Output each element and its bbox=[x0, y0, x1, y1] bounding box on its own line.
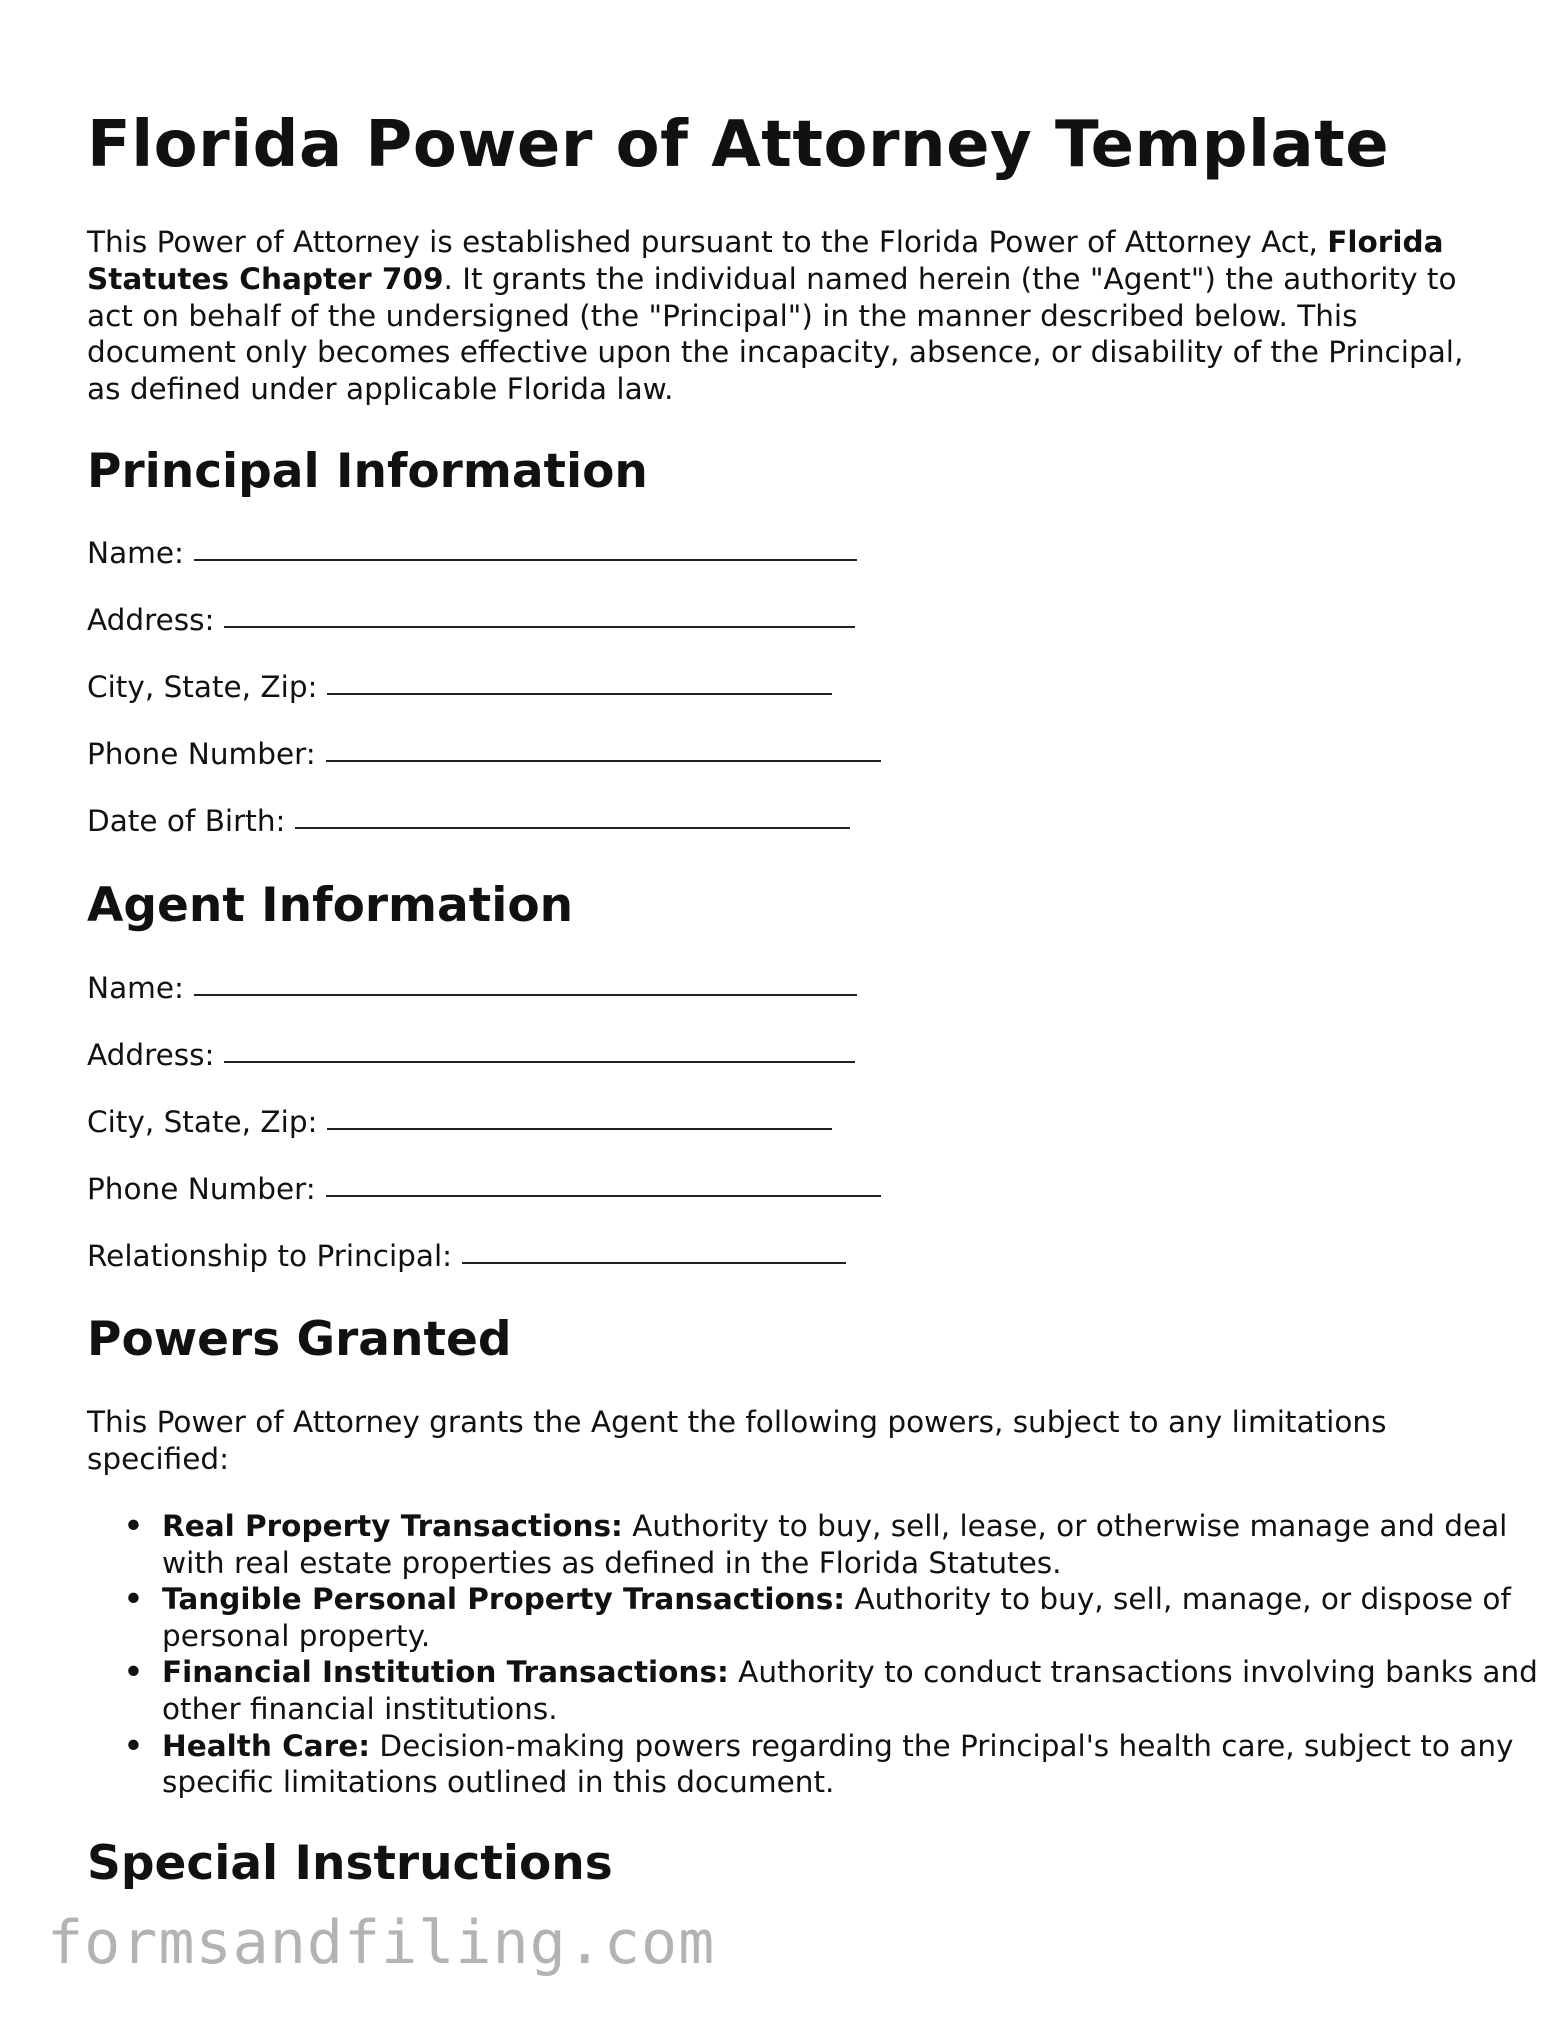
field-label: Address: bbox=[87, 1038, 215, 1072]
bullet-icon: • bbox=[124, 1582, 143, 1617]
power-text: Authority to conduct transactions involving banks and other financial institutions. bbox=[162, 1655, 1538, 1726]
agent-relationship-blank[interactable] bbox=[462, 1261, 846, 1264]
power-text: Decision-making powers regarding the Principal's health care, subject to any specific limitations outlined in this document. bbox=[162, 1728, 1514, 1800]
principal-phone-field bbox=[87, 737, 881, 771]
principal-dob-field bbox=[87, 804, 850, 838]
watermark: formsandfiling.com bbox=[47, 1908, 716, 1978]
agent-city-state-zip-blank[interactable] bbox=[327, 1127, 832, 1130]
principal-name-blank[interactable] bbox=[194, 558, 857, 561]
powers-list bbox=[87, 1508, 1562, 1801]
list-item bbox=[124, 1728, 1562, 1801]
agent-phone-field bbox=[87, 1172, 881, 1206]
principal-name-field bbox=[87, 536, 857, 570]
agent-address-field bbox=[87, 1038, 855, 1072]
principal-address-field bbox=[87, 603, 855, 637]
agent-address-blank[interactable] bbox=[224, 1060, 855, 1063]
power-title: Financial Institution Transactions: bbox=[162, 1655, 729, 1690]
power-title: Tangible Personal Property Transactions: bbox=[162, 1582, 846, 1617]
power-title: Health Care: bbox=[162, 1728, 370, 1763]
principal-address-blank[interactable] bbox=[224, 625, 855, 628]
intro-text-2: . It grants the individual named herein (the "Agent") the authority to act on behalf of the undersigned (the "Principal") in the manner described below. This document only becomes effective upon the incapacity, absence, or disability of the Principal, as defined under applicable Florida law. bbox=[87, 261, 1464, 407]
bullet-icon: • bbox=[124, 1728, 143, 1763]
field-label: Name: bbox=[87, 536, 184, 570]
principal-dob-blank[interactable] bbox=[295, 826, 850, 829]
field-label: City, State, Zip: bbox=[87, 670, 318, 704]
intro-paragraph bbox=[87, 224, 1487, 408]
bullet-icon: • bbox=[124, 1655, 143, 1690]
agent-name-field bbox=[87, 971, 857, 1005]
agent-name-blank[interactable] bbox=[194, 993, 857, 996]
intro-text-1: This Power of Attorney is established pursuant to the Florida Power of Attorney Act, bbox=[87, 225, 1328, 259]
special-instructions-heading: Special Instructions bbox=[87, 1836, 613, 1891]
list-item bbox=[124, 1581, 1562, 1654]
power-text: Authority to buy, sell, lease, or otherwise manage and deal with real estate properties as defined in the Florida Statutes. bbox=[162, 1509, 1508, 1580]
principal-phone-blank[interactable] bbox=[326, 759, 881, 762]
field-label: Phone Number: bbox=[87, 737, 316, 771]
field-label: Date of Birth: bbox=[87, 804, 286, 838]
agent-city-state-zip-field bbox=[87, 1105, 832, 1139]
principal-heading: Principal Information bbox=[87, 444, 648, 499]
field-label: City, State, Zip: bbox=[87, 1105, 318, 1139]
agent-phone-blank[interactable] bbox=[326, 1194, 881, 1197]
principal-city-state-zip-blank[interactable] bbox=[327, 692, 832, 695]
power-title: Real Property Transactions: bbox=[162, 1509, 623, 1543]
page-title: Florida Power of Attorney Template bbox=[87, 108, 1390, 182]
field-label: Name: bbox=[87, 971, 184, 1005]
power-text: Authority to buy, sell, manage, or dispose of personal property. bbox=[162, 1582, 1511, 1653]
list-item bbox=[124, 1654, 1562, 1727]
powers-heading: Powers Granted bbox=[87, 1312, 512, 1367]
powers-intro: This Power of Attorney grants the Agent the following powers, subject to any limitations specified: bbox=[87, 1405, 1387, 1476]
field-label: Address: bbox=[87, 603, 215, 637]
field-label: Relationship to Principal: bbox=[87, 1239, 453, 1273]
principal-city-state-zip-field bbox=[87, 670, 832, 704]
field-label: Phone Number: bbox=[87, 1172, 316, 1206]
agent-heading: Agent Information bbox=[87, 878, 574, 933]
statute-reference: Florida Statutes Chapter 709 bbox=[87, 225, 1444, 296]
agent-relationship-field bbox=[87, 1239, 846, 1273]
bullet-icon: • bbox=[124, 1509, 143, 1543]
list-item bbox=[124, 1508, 1562, 1581]
